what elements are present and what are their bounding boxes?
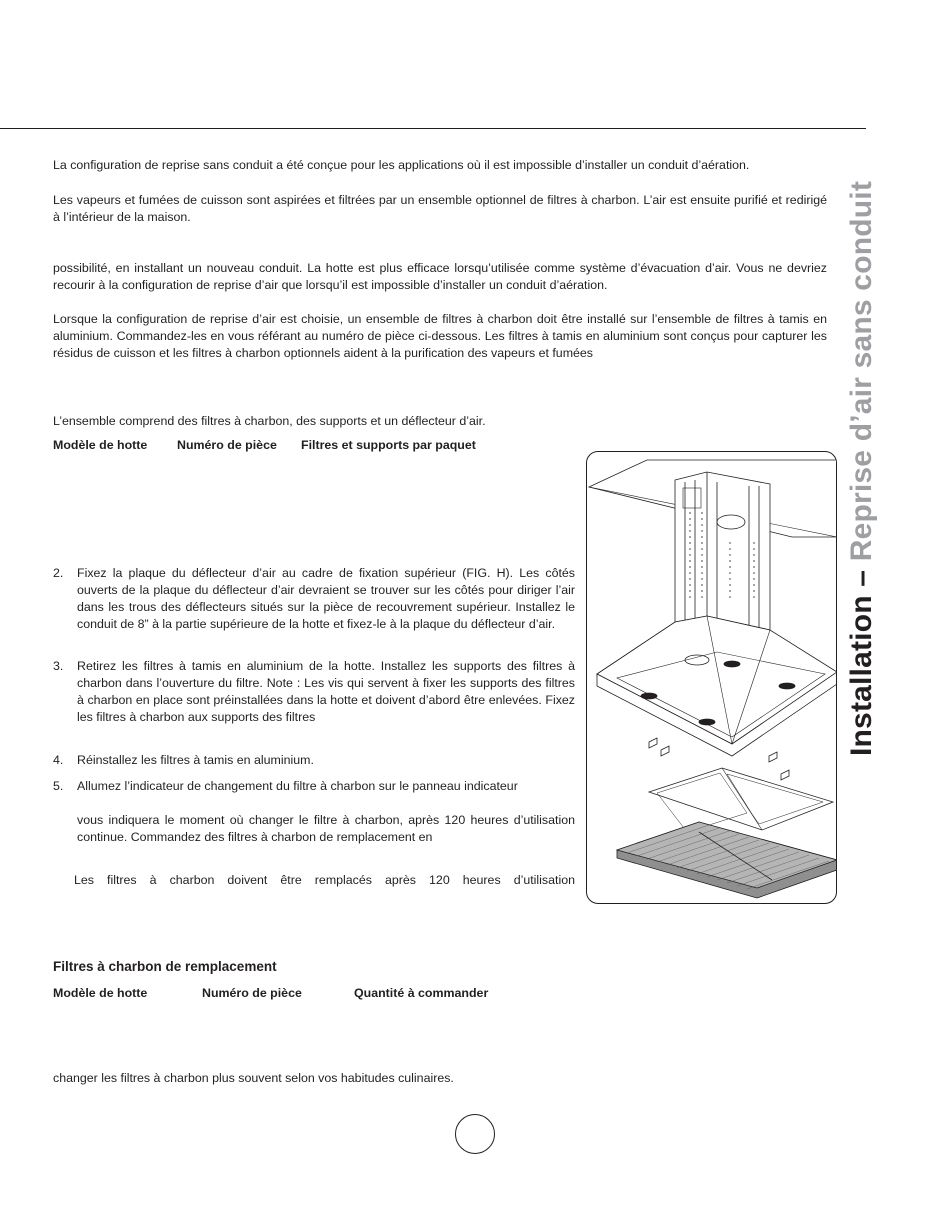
repl-col-part: Numéro de pièce: [202, 986, 302, 1000]
step-number: 3.: [53, 659, 64, 673]
step-text: Retirez les filtres à tamis en aluminium de la hotte. Installez les supports des filtres à charbon dans l’ouverture du filtre. Note : Les vis qui servent à fixer les supports des filtres à charbon en place sont préinstallées dans la hotte et doivent d’abord être enlevées. Fixez les filtres à charbon aux supports des filtres: [77, 659, 575, 724]
intro-paragraph-4: Lorsque la configuration de reprise d’air est choisie, un ensemble de filtres à charbon doit être installé sur l’ensemble de filtres à tamis en aluminium. Commandez-les en vous référant au numéro de pièce ci-dessous. Les filtres à tamis en aluminium sont conçus pour capturer les résidus de cuisson et les filtres à charbon optionnels aident à la purification des vapeurs et fumées: [53, 312, 827, 360]
hood-illustration-frame: [586, 451, 837, 904]
section-sidebar-title: [842, 156, 882, 756]
kit-col-model: Modèle de hotte: [53, 438, 148, 452]
page-number-circle: [455, 1114, 495, 1154]
header-rule: [0, 128, 866, 129]
intro-paragraph-3: possibilité, en installant un nouveau conduit. La hotte est plus efficace lorsqu’utilisée comme système d’évacuation d’air. Vous ne devriez recourir à la configuration de reprise d’air que lorsqu’il est impossible d’installer un conduit d’aération.: [53, 261, 827, 292]
kit-col-part: Numéro de pièce: [177, 438, 277, 452]
step-5-continued: vous indiquera le moment où changer le filtre à charbon, après 120 heures d’utilisation continue. Commandez des filtres à charbon de remplacement en: [77, 813, 575, 844]
sidebar-accent-text: Reprise d’air sans conduit: [845, 180, 878, 562]
intro-paragraph-1: La configuration de reprise sans conduit a été conçue pour les applications où il est impossible d’installer un conduit d’aération.: [53, 158, 750, 172]
kit-col-filters: Filtres et supports par paquet: [301, 438, 476, 452]
step-text: Fixez la plaque du déflecteur d’air au cadre de fixation supérieur (FIG. H). Les côtés ouverts de la plaque du déflecteur d’air devraient se trouver sur les côtés pour diriger l’air dans les trous des déflecteurs situés sur la pièce de recouvrement supérieur. Installez le conduit de 8” à la partie supérieure de la hotte et fixez-le à la plaque du déflecteur d’air.: [77, 566, 575, 631]
replacement-footer-text: changer les filtres à charbon plus souvent selon vos habitudes culinaires.: [53, 1071, 454, 1085]
kit-contents-text: L’ensemble comprend des filtres à charbon, des supports et un déflecteur d’air.: [53, 414, 486, 428]
sidebar-main-text: Installation –: [845, 561, 878, 756]
step-number: 4.: [53, 753, 64, 767]
step-4: [53, 752, 575, 769]
step-text: Réinstallez les filtres à tamis en aluminium.: [77, 753, 314, 767]
step-number: 2.: [53, 566, 64, 580]
step-3: [53, 658, 575, 726]
repl-col-qty: Quantité à commander: [354, 986, 489, 1000]
hood-exploded-illustration: [587, 452, 837, 904]
replacement-heading: Filtres à charbon de remplacement: [53, 959, 277, 974]
step-number: 5.: [53, 779, 64, 793]
step-2: [53, 565, 575, 633]
charcoal-note: Les filtres à charbon doivent être remplacés après 120 heures d’utilisation: [74, 873, 575, 887]
step-text: Allumez l’indicateur de changement du filtre à charbon sur le panneau indicateur: [77, 779, 518, 793]
step-5: [53, 778, 575, 795]
repl-col-model: Modèle de hotte: [53, 986, 148, 1000]
intro-paragraph-2: Les vapeurs et fumées de cuisson sont aspirées et filtrées par un ensemble optionnel de filtres à charbon. L’air est ensuite purifié et redirigé à l’intérieur de la maison.: [53, 193, 827, 224]
